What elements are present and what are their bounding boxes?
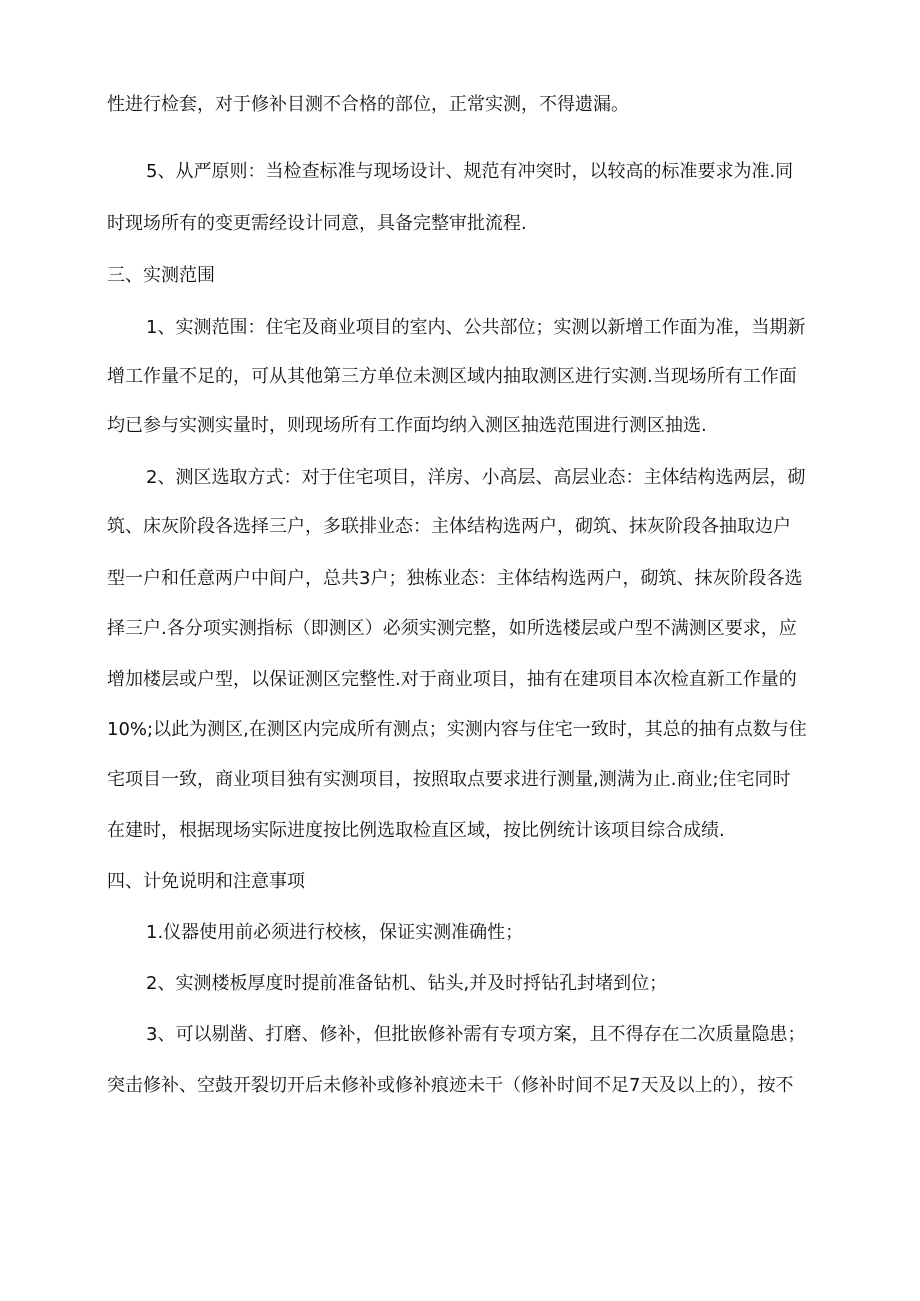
text-line: 择三户.各分项实测指标（即测区）必须实测完整，如所选楼层或户型不满测区要求，应 [107, 618, 797, 639]
text-line: 1.仪器使用前必须进行校核，保证实测准确性； [146, 922, 524, 943]
text-line: 增工作量不足的，可从其他第三方单位未测区域内抽取测区进行实测.当现场所有工作面 [107, 366, 797, 387]
text-line: 筑、床灰阶段各选择三户，多联排业态：主体结构选两户，砌筑、抹灰阶段各抽取边户 [107, 516, 791, 537]
text-line: 10%;以此为测区,在测区内完成所有测点；实测内容与住宅一致时，其总的抽有点数与住 [107, 719, 807, 740]
text-line: 2、测区选取方式：对于住宅项目，洋房、小高层、高层业态：主体结构选两层，砌 [146, 467, 806, 488]
text-line: 1、实测范围：住宅及商业项目的室内、公共部位；实测以新增工作面为准，当期新 [146, 317, 806, 338]
text-line: 在建时，根据现场实际进度按比例选取检直区域，按比例统计该项目综合成绩. [107, 820, 725, 841]
text-line: 3、可以剔凿、打磨、修补，但批嵌修补需有专项方案，且不得存在二次质量隐患； [146, 1024, 806, 1045]
text-line: 突击修补、空鼓开裂切开后未修补或修补痕迹未干（修补时间不足7天及以上的），按不 [107, 1075, 794, 1096]
text-line: 增加楼层或户型，以保证测区完整性.对于商业项目，抽有在建项目本次检直新工作量的 [107, 669, 797, 690]
section-heading: 四、计免说明和注意事项 [107, 871, 305, 892]
text-line: 5、从严原则：当检查标准与现场设计、规范有冲突时，以较高的标准要求为准.同 [146, 161, 794, 182]
text-line: 性进行检套，对于修补目测不合格的部位，正常实测，不得遗漏。 [107, 94, 629, 115]
text-line: 型一户和任意两户中间户，总共3户；独栋业态：主体结构选两户，砌筑、抹灰阶段各选 [107, 568, 803, 589]
text-line: 均已参与实测实量时，则现场所有工作面均纳入测区抽选范围进行测区抽选. [107, 415, 707, 436]
section-heading: 三、实测范围 [107, 265, 215, 286]
text-line: 2、实测楼板厚度时提前准备钻机、钻头,并及时捋钻孔封堵到位； [146, 973, 668, 994]
text-line: 宅项目一致，商业项目独有实测项目，按照取点要求进行测量,测满为止.商业;住宅同时 [107, 769, 791, 790]
text-line: 时现场所有的变更需经设计同意，具备完整审批流程. [107, 213, 527, 234]
